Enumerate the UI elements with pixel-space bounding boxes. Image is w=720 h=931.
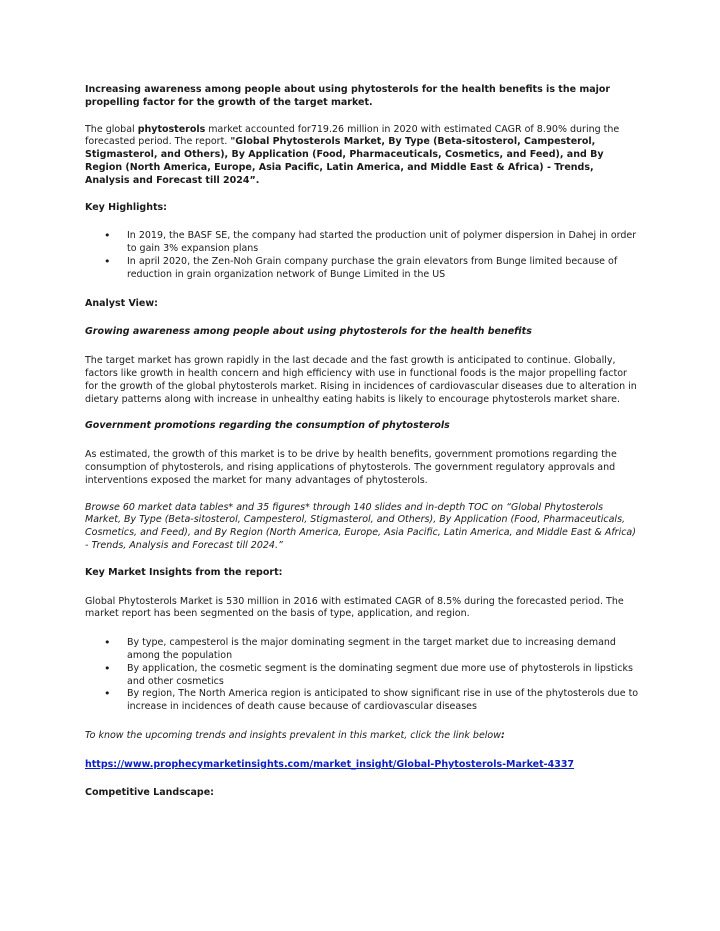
insights-paragraph: Global Phytosterols Market is 530 million in 2016 with estimated CAGR of 8.5% during the forecasted period. The market report has been segmented on the basis of type, application, and region. — [85, 595, 624, 620]
competitive-landscape-heading: Competitive Landscape: — [85, 787, 214, 799]
cta-text: To know the upcoming trends and insights prevalent in this market, click the link below — [85, 729, 502, 741]
intro-keyword: phytosterols — [137, 123, 206, 135]
intro-mid: market accounted for719.26 million in 2020 with estimated CAGR of 8.90% during the forecasted period. The report. — [85, 123, 620, 148]
link-paragraph — [85, 759, 640, 772]
list-item: • By application, the cosmetic segment is the dominating segment due more use of phytosterols in lipsticks and other cosmetics — [85, 663, 640, 689]
list-item: • By type, campesterol is the major dominating segment in the target market due to increasing demand among the population — [85, 637, 640, 663]
browse-paragraph: Browse 60 market data tables* and 35 figures* through 140 slides and in-depth TOC on “Global Phytosterols Market, By Type (Beta-sitosterol, Campesterol, Stigmasterol, and Others), By Application (Food, Pharmaceuticals, Cosmetics, and Feed), and By Region (North America, Europe, Asia Pacific, Latin America, and Middle East & Africa) - Trends, Analysis and Forecast till 2024.” — [85, 501, 636, 551]
cta-paragraph — [85, 730, 640, 743]
cta-colon: : — [501, 729, 505, 741]
analyst-view-heading: Analyst View: — [85, 297, 158, 309]
list-item: • By region, The North America region is anticipated to show significant rise in use of the phytosterols due to increase in incidences of death cause because of cardiovascular diseases — [85, 688, 640, 714]
insights-heading: Key Market Insights from the report: — [85, 566, 283, 578]
analyst-subheading-1: Growing awareness among people about using phytosterols for the health benefits — [85, 326, 532, 338]
report-link[interactable]: https://www.prophecymarketinsights.com/market_insight/Global-Phytosterols-Market-4337 — [85, 758, 575, 770]
list-item: • In 2019, the BASF SE, the company had started the production unit of polymer dispersion in Dahej in order to gain 3% expansion plans — [85, 230, 640, 256]
key-highlights-heading: Key Highlights: — [85, 201, 167, 213]
analyst-paragraph-2: As estimated, the growth of this market is to be drive by health benefits, government promotions regarding the consumption of phytosterols, and rising applications of phytosterols. The government regulatory approvals and interventions exposed the market for many advantages of phytosterols. — [85, 449, 617, 486]
analyst-paragraph-1: The target market has grown rapidly in the last decade and the fast growth is anticipated to continue. Globally, factors like growth in health concern and high efficiency with use in functional foods is the major propelling factor for the growth of the global phytosterols market. Rising in incidences of cardiovascular diseases due to alteration in dietary patterns along with increase in unhealthy eating habits is likely to encourage phytosterols market share. — [85, 355, 637, 405]
key-highlights-list — [85, 230, 640, 281]
list-item: • In april 2020, the Zen-Noh Grain company purchase the grain elevators from Bunge limited because of reduction in grain organization network of Bunge Limited in the US — [85, 256, 640, 282]
analyst-subheading-2: Government promotions regarding the consumption of phytosterols — [85, 420, 450, 432]
report-title: "Global Phytosterols Market, By Type (Beta-sitosterol, Campesterol, Stigmasterol, and Others), By Application (Food, Pharmaceuticals, Cosmetics, and Feed), and By Region (North America, Europe, Asia Pacific, Latin America, and Middle East & Africa) - Trends, Analysis and Forecast till 2024”. — [85, 136, 604, 186]
intro-paragraph — [85, 124, 640, 188]
intro-heading: Increasing awareness among people about using phytosterols for the health benefits is the major propelling factor for the growth of the target market. — [85, 84, 611, 108]
insights-list — [85, 637, 640, 714]
intro-pre: The global — [85, 123, 138, 135]
